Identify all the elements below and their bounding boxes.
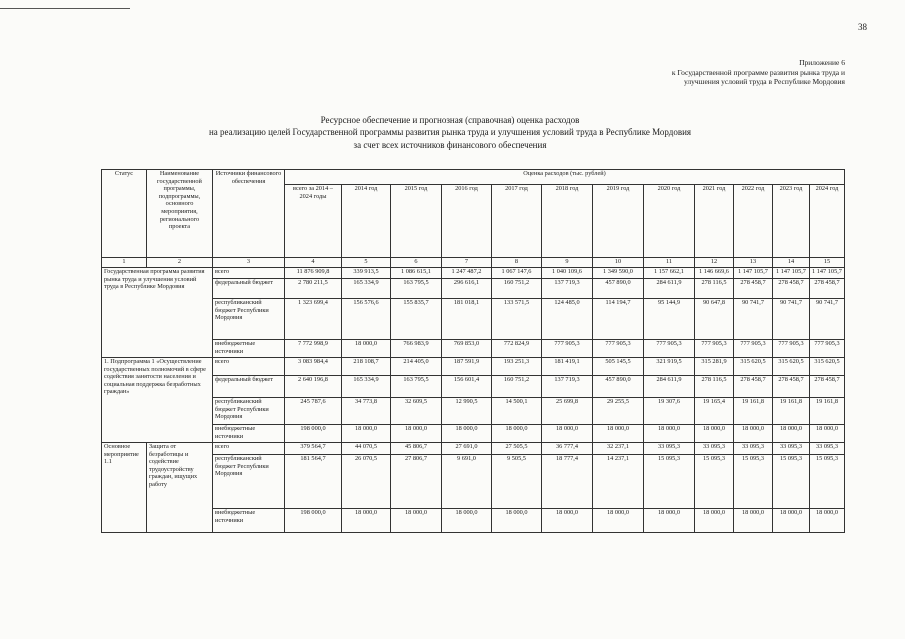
appendix-line-2: к Государственной программе развития рынка труда и bbox=[671, 67, 845, 77]
value-cell: 284 611,9 bbox=[644, 279, 695, 299]
source-cell: внебюджетные источники bbox=[213, 425, 285, 443]
value-cell: 15 095,3 bbox=[644, 455, 695, 509]
resource-table bbox=[101, 169, 845, 533]
source-cell: федеральный бюджет bbox=[213, 279, 285, 299]
value-cell: 14 237,1 bbox=[593, 455, 644, 509]
value-cell: 18 000,0 bbox=[342, 425, 391, 443]
value-cell: 15 095,3 bbox=[734, 455, 773, 509]
value-cell: 1 147 105,7 bbox=[734, 268, 773, 279]
table-row bbox=[102, 279, 845, 299]
value-cell: 198 000,0 bbox=[285, 425, 342, 443]
header-name: Наименование государственной программы, подпрограммы, основного мероприятия, регионального проекта bbox=[147, 170, 213, 258]
source-cell: республиканский бюджет Республики Мордовия bbox=[213, 455, 285, 509]
value-cell: 18 000,0 bbox=[695, 425, 734, 443]
value-cell: 2 780 211,5 bbox=[285, 279, 342, 299]
value-cell: 218 108,7 bbox=[342, 358, 391, 376]
header-year: 2014 год bbox=[342, 185, 391, 258]
value-cell: 296 616,1 bbox=[442, 279, 492, 299]
value-cell: 18 000,0 bbox=[695, 509, 734, 533]
value-cell: 777 905,3 bbox=[773, 340, 810, 358]
value-cell: 18 000,0 bbox=[442, 509, 492, 533]
header-sources: Источники финансового обеспечения bbox=[213, 170, 285, 258]
column-index: 6 bbox=[391, 258, 442, 268]
value-cell: 18 000,0 bbox=[492, 425, 542, 443]
value-cell: 7 772 998,9 bbox=[285, 340, 342, 358]
table-row bbox=[102, 268, 845, 279]
value-cell: 163 795,5 bbox=[391, 376, 442, 398]
value-cell: 18 000,0 bbox=[593, 509, 644, 533]
value-cell: 19 161,8 bbox=[734, 398, 773, 425]
value-cell: 19 161,8 bbox=[773, 398, 810, 425]
value-cell: 33 095,3 bbox=[734, 443, 773, 455]
value-cell: 18 000,0 bbox=[492, 509, 542, 533]
value-cell: 26 070,5 bbox=[342, 455, 391, 509]
appendix-note bbox=[672, 58, 845, 87]
source-cell: республиканский бюджет Республики Мордовия bbox=[213, 398, 285, 425]
value-cell: 1 323 699,4 bbox=[285, 299, 342, 340]
appendix-line-3: улучшения условий труда в Республике Мордовия bbox=[684, 77, 845, 86]
value-cell: 18 000,0 bbox=[342, 509, 391, 533]
column-index: 1 bbox=[102, 258, 147, 268]
document-subtitle-1: на реализацию целей Государственной программы развития рынка труда и улучшения условий труда в Республике Мордовия bbox=[208, 127, 692, 137]
value-cell: 214 405,0 bbox=[391, 358, 442, 376]
value-cell: 505 145,5 bbox=[593, 358, 644, 376]
header-year: 2017 год bbox=[492, 185, 542, 258]
page-number: 38 bbox=[858, 22, 867, 32]
column-index: 4 bbox=[285, 258, 342, 268]
value-cell: 18 000,0 bbox=[773, 509, 810, 533]
source-cell: внебюджетные источники bbox=[213, 340, 285, 358]
value-cell: 772 824,9 bbox=[492, 340, 542, 358]
value-cell: 19 165,4 bbox=[695, 398, 734, 425]
value-cell: 12 990,5 bbox=[442, 398, 492, 425]
value-cell: 278 458,7 bbox=[734, 376, 773, 398]
value-cell: 44 070,5 bbox=[342, 443, 391, 455]
value-cell: 27 691,0 bbox=[442, 443, 492, 455]
value-cell: 15 095,3 bbox=[773, 455, 810, 509]
column-index: 9 bbox=[542, 258, 593, 268]
value-cell: 137 719,3 bbox=[542, 376, 593, 398]
appendix-line-1: Приложение 6 bbox=[799, 58, 845, 67]
value-cell: 1 157 662,1 bbox=[644, 268, 695, 279]
status-cell: Основное мероприятие 1.1 bbox=[102, 443, 147, 533]
value-cell: 3 083 984,4 bbox=[285, 358, 342, 376]
value-cell: 137 719,3 bbox=[542, 279, 593, 299]
item-name-cell: Защита от безработицы и содействие трудоустройству граждан, ищущих работу bbox=[147, 443, 213, 533]
top-rule bbox=[0, 8, 130, 9]
header-year: 2015 год bbox=[391, 185, 442, 258]
header-year: 2024 год bbox=[810, 185, 845, 258]
document-subtitle-2: за счет всех источников финансового обеспечения bbox=[353, 140, 547, 150]
value-cell: 278 116,5 bbox=[695, 376, 734, 398]
value-cell: 19 161,8 bbox=[810, 398, 845, 425]
value-cell: 29 255,5 bbox=[593, 398, 644, 425]
table-row bbox=[102, 299, 845, 340]
value-cell: 278 116,5 bbox=[695, 279, 734, 299]
value-cell: 339 913,5 bbox=[342, 268, 391, 279]
value-cell: 321 919,5 bbox=[644, 358, 695, 376]
column-index: 11 bbox=[644, 258, 695, 268]
table-row bbox=[102, 358, 845, 376]
source-cell: всего bbox=[213, 443, 285, 455]
value-cell: 160 751,2 bbox=[492, 376, 542, 398]
value-cell: 278 458,7 bbox=[734, 279, 773, 299]
value-cell: 2 640 196,8 bbox=[285, 376, 342, 398]
header-year: 2023 год bbox=[773, 185, 810, 258]
column-index: 10 bbox=[593, 258, 644, 268]
value-cell: 18 000,0 bbox=[542, 425, 593, 443]
value-cell: 15 095,3 bbox=[810, 455, 845, 509]
value-cell: 1 040 109,6 bbox=[542, 268, 593, 279]
header-year: 2018 год bbox=[542, 185, 593, 258]
value-cell: 1 086 615,1 bbox=[391, 268, 442, 279]
value-cell: 777 905,3 bbox=[695, 340, 734, 358]
table-row bbox=[102, 425, 845, 443]
value-cell: 33 095,3 bbox=[695, 443, 734, 455]
value-cell: 165 334,9 bbox=[342, 279, 391, 299]
value-cell: 18 000,0 bbox=[442, 425, 492, 443]
value-cell: 181 419,1 bbox=[542, 358, 593, 376]
value-cell: 193 251,3 bbox=[492, 358, 542, 376]
table-row bbox=[102, 376, 845, 398]
column-index: 2 bbox=[147, 258, 213, 268]
value-cell: 160 751,2 bbox=[492, 279, 542, 299]
value-cell: 1 247 487,2 bbox=[442, 268, 492, 279]
value-cell: 18 000,0 bbox=[644, 509, 695, 533]
source-cell: всего bbox=[213, 358, 285, 376]
value-cell: 27 505,5 bbox=[492, 443, 542, 455]
value-cell: 33 095,3 bbox=[644, 443, 695, 455]
column-index: 13 bbox=[734, 258, 773, 268]
table-row bbox=[102, 443, 845, 455]
value-cell: 18 000,0 bbox=[644, 425, 695, 443]
value-cell: 9 691,0 bbox=[442, 455, 492, 509]
column-index: 8 bbox=[492, 258, 542, 268]
value-cell: 90 647,8 bbox=[695, 299, 734, 340]
value-cell: 32 609,5 bbox=[391, 398, 442, 425]
value-cell: 14 500,1 bbox=[492, 398, 542, 425]
header-year: 2021 год bbox=[695, 185, 734, 258]
value-cell: 777 905,3 bbox=[593, 340, 644, 358]
value-cell: 18 000,0 bbox=[391, 425, 442, 443]
value-cell: 155 835,7 bbox=[391, 299, 442, 340]
value-cell: 777 905,3 bbox=[734, 340, 773, 358]
value-cell: 766 983,9 bbox=[391, 340, 442, 358]
value-cell: 457 890,0 bbox=[593, 279, 644, 299]
value-cell: 25 699,8 bbox=[542, 398, 593, 425]
value-cell: 18 777,4 bbox=[542, 455, 593, 509]
header-status: Статус bbox=[102, 170, 147, 258]
column-index: 12 bbox=[695, 258, 734, 268]
value-cell: 1 067 147,6 bbox=[492, 268, 542, 279]
value-cell: 187 591,9 bbox=[442, 358, 492, 376]
column-index: 15 bbox=[810, 258, 845, 268]
value-cell: 95 144,9 bbox=[644, 299, 695, 340]
value-cell: 315 620,5 bbox=[810, 358, 845, 376]
value-cell: 163 795,5 bbox=[391, 279, 442, 299]
value-cell: 245 787,6 bbox=[285, 398, 342, 425]
value-cell: 18 000,0 bbox=[542, 509, 593, 533]
header-year: 2022 год bbox=[734, 185, 773, 258]
table-row bbox=[102, 455, 845, 509]
value-cell: 33 095,3 bbox=[773, 443, 810, 455]
source-cell: всего bbox=[213, 268, 285, 279]
value-cell: 34 773,8 bbox=[342, 398, 391, 425]
value-cell: 284 611,9 bbox=[644, 376, 695, 398]
source-cell: республиканский бюджет Республики Мордовия bbox=[213, 299, 285, 340]
header-year: 2016 год bbox=[442, 185, 492, 258]
value-cell: 18 000,0 bbox=[593, 425, 644, 443]
value-cell: 156 576,6 bbox=[342, 299, 391, 340]
value-cell: 777 905,3 bbox=[644, 340, 695, 358]
source-cell: внебюджетные источники bbox=[213, 509, 285, 533]
value-cell: 18 000,0 bbox=[734, 509, 773, 533]
value-cell: 133 571,5 bbox=[492, 299, 542, 340]
value-cell: 181 564,7 bbox=[285, 455, 342, 509]
value-cell: 18 000,0 bbox=[810, 425, 845, 443]
value-cell: 114 194,7 bbox=[593, 299, 644, 340]
value-cell: 45 806,7 bbox=[391, 443, 442, 455]
value-cell: 1 147 105,7 bbox=[773, 268, 810, 279]
value-cell: 18 000,0 bbox=[734, 425, 773, 443]
value-cell: 19 307,6 bbox=[644, 398, 695, 425]
value-cell: 1 146 669,6 bbox=[695, 268, 734, 279]
value-cell: 27 806,7 bbox=[391, 455, 442, 509]
column-index: 7 bbox=[442, 258, 492, 268]
value-cell: 278 458,7 bbox=[773, 376, 810, 398]
value-cell: 11 876 909,8 bbox=[285, 268, 342, 279]
value-cell: 315 620,5 bbox=[734, 358, 773, 376]
item-name-cell: Государственная программа развития рынка труда и улучшения условий труда в Республике Мордовия bbox=[102, 268, 213, 358]
value-cell: 90 741,7 bbox=[734, 299, 773, 340]
value-cell: 9 505,5 bbox=[492, 455, 542, 509]
header-total: всего за 2014 – 2024 годы bbox=[285, 185, 342, 258]
value-cell: 15 095,3 bbox=[695, 455, 734, 509]
value-cell: 457 890,0 bbox=[593, 376, 644, 398]
value-cell: 18 000,0 bbox=[342, 340, 391, 358]
header-expenses: Оценка расходов (тыс. рублей) bbox=[285, 170, 845, 185]
value-cell: 1 147 105,7 bbox=[810, 268, 845, 279]
column-index: 5 bbox=[342, 258, 391, 268]
source-cell: федеральный бюджет bbox=[213, 376, 285, 398]
value-cell: 278 458,7 bbox=[773, 279, 810, 299]
value-cell: 156 601,4 bbox=[442, 376, 492, 398]
column-index: 3 bbox=[213, 258, 285, 268]
table-row bbox=[102, 398, 845, 425]
value-cell: 18 000,0 bbox=[391, 509, 442, 533]
document-title: Ресурсное обеспечение и прогнозная (справочная) оценка расходов bbox=[320, 115, 580, 125]
value-cell: 278 458,7 bbox=[810, 376, 845, 398]
value-cell: 36 777,4 bbox=[542, 443, 593, 455]
table-row bbox=[102, 509, 845, 533]
value-cell: 32 237,1 bbox=[593, 443, 644, 455]
value-cell: 278 458,7 bbox=[810, 279, 845, 299]
value-cell: 777 905,3 bbox=[810, 340, 845, 358]
header-year: 2020 год bbox=[644, 185, 695, 258]
value-cell: 33 095,3 bbox=[810, 443, 845, 455]
header-year: 2019 год bbox=[593, 185, 644, 258]
column-index: 14 bbox=[773, 258, 810, 268]
item-name-cell: 1. Подпрограмма 1 «Осуществление государственных полномочий в сфере содействия занятости населения и социальная поддержка безработных граждан» bbox=[102, 358, 213, 443]
value-cell: 315 281,9 bbox=[695, 358, 734, 376]
value-cell: 379 564,7 bbox=[285, 443, 342, 455]
table-row bbox=[102, 340, 845, 358]
value-cell: 124 485,0 bbox=[542, 299, 593, 340]
value-cell: 769 853,0 bbox=[442, 340, 492, 358]
value-cell: 165 334,9 bbox=[342, 376, 391, 398]
value-cell: 198 000,0 bbox=[285, 509, 342, 533]
value-cell: 90 741,7 bbox=[773, 299, 810, 340]
value-cell: 18 000,0 bbox=[773, 425, 810, 443]
value-cell: 777 905,3 bbox=[542, 340, 593, 358]
value-cell: 181 018,1 bbox=[442, 299, 492, 340]
value-cell: 18 000,0 bbox=[810, 509, 845, 533]
value-cell: 90 741,7 bbox=[810, 299, 845, 340]
value-cell: 315 620,5 bbox=[773, 358, 810, 376]
value-cell: 1 349 590,0 bbox=[593, 268, 644, 279]
